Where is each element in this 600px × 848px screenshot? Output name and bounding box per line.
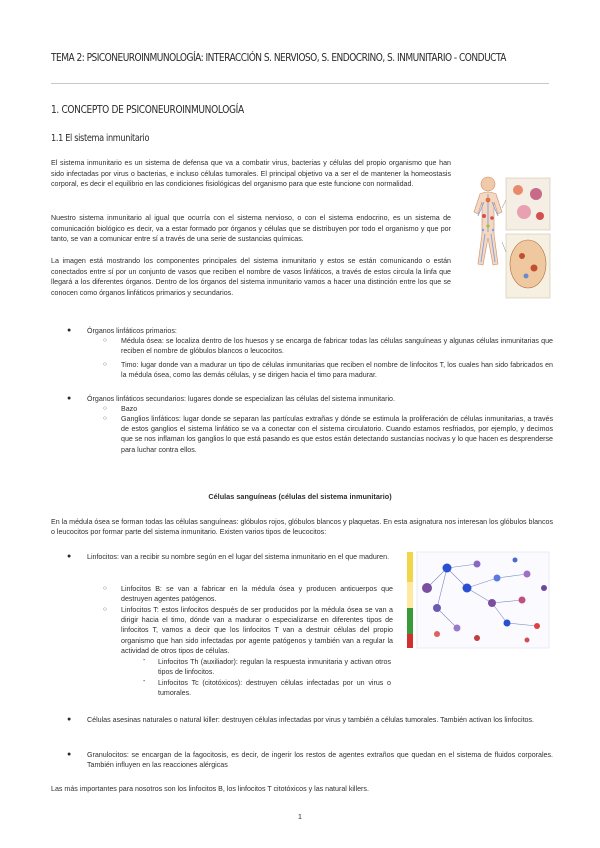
section-heading: 1. CONCEPTO DE PSICONEUROINMUNOLOGÍA <box>51 104 244 116</box>
dash-bullet-icon: - <box>143 657 146 664</box>
linfocitos-t-item: Linfocitos T: estos linfocitos después de ser producidos por la médula ósea se van a dirigir hacia el timo, dónde van a madurar o especializarse en diferentes tipos de linfocitos T, vamos a decir que los linfocitos T van a destruir células del propio organismo que han sido infectadas por agente patógenos y también van a regular la actividad de otros tipos de células. <box>121 606 393 655</box>
closing-sentence: Las más importantes para nosotros son los linfocitos B, los linfocitos T citotóxicos y las natural killers. <box>51 785 369 793</box>
page-number: 1 <box>297 812 303 821</box>
natural-killer-item: Células asesinas naturales o natural killer: destruyen células infectadas por virus y también a células tumorales. También activan los linfocitos. <box>87 716 534 724</box>
circle-bullet-icon: ○ <box>103 405 107 412</box>
bullet-icon: ● <box>67 395 72 402</box>
linfocitos-tc-item: Linfocitos Tc (citotóxicos): destruyen células infectadas por un virus o tumorales. <box>158 679 391 698</box>
secondary-item-bazo: Bazo <box>121 405 138 413</box>
linfocitos-th-item: Linfocitos Th (auxiliador): regulan la respuesta inmunitaria y activan otros tipos de linfocitos. <box>158 658 391 677</box>
secondary-organs-label: Órganos linfáticos secundarios: lugares donde se especializan las células del sistema inmunitario. <box>87 395 395 403</box>
subsection-heading: 1.1 El sistema inmunitario <box>51 133 150 144</box>
circle-bullet-icon: ○ <box>103 606 107 613</box>
granulocitos-item: Granulocitos: se encargan de la fagocitosis, es decir, de ingerir los restos de agentes extraños que quedan en el sistema de fluidos corporales. También influyen en las reacciones alérgicas <box>87 751 553 770</box>
bullet-icon: ● <box>67 716 72 723</box>
linfocitos-b-item: Linfocitos B: se van a fabricar en la médula ósea y producen anticuerpos que destruyen agentes patógenos. <box>121 585 393 604</box>
primary-organs-label: Órganos linfáticos primarios: <box>87 327 177 335</box>
paragraph-1: El sistema inmunitario es un sistema de defensa que va a combatir virus, bacterias y células del propio organismo que han sido infectadas por virus o bacterias, e incluso células tumorales. El principal objetivo va a ser el de mantener la homeostasis corporal, es decir el equilibrio en las condiciones fisiológicas del organismo para que este funcione con normalidad. <box>51 159 451 188</box>
circle-bullet-icon: ○ <box>103 585 107 592</box>
primary-item-timo: Timo: lugar donde van a madurar un tipo de células inmunitarias que reciben el nombre de linfocitos T, los cuales han sido fabricados en la médula ósea, como las demás células, y se dirigen hacia el timo para madurar. <box>121 361 553 380</box>
dash-bullet-icon: - <box>143 678 146 685</box>
title-divider <box>51 83 549 84</box>
bullet-icon: ● <box>67 327 72 334</box>
document-title: TEMA 2: PSICONEUROINMUNOLOGÍA: INTERACCIÓN S. NERVIOSO, S. ENDOCRINO, S. INMUNITARIO - CONDUCTA <box>51 52 506 64</box>
bullet-icon: ● <box>67 751 72 758</box>
immune-system-body-figure <box>458 172 553 302</box>
cells-intro: En la médula ósea se forman todas las células sanguíneas: glóbulos rojos, glóbulos blancos y plaquetas. En esta asignatura nos interesan los glóbulos blancos o leucocitos por formar parte del sistema inmunitario. Existen varios tipos de leucocitos: <box>51 518 553 537</box>
circle-bullet-icon: ○ <box>103 337 107 344</box>
linfocitos-item: Linfocitos: van a recibir su nombre según en el lugar del sistema inmunitario en el que maduren. <box>87 553 390 561</box>
bullet-icon: ● <box>67 553 72 560</box>
secondary-item-ganglios: Ganglios linfáticos: lugar donde se separan las partículas extrañas y dónde se estimula la proliferación de células inmunitarias, a través de estos ganglios el sistema linfático se va a conectar con el sistema circulatorio. Cuando estamos resfriados, por ejemplo, y decimos que se nos inflaman los ganglios lo que está pasando es que estos están detectando sustancias nocivas y lo que hacen es desprenderse para luchar contra ellos. <box>121 415 553 454</box>
paragraph-2: Nuestro sistema inmunitario al igual que ocurría con el sistema nervioso, o con el sistema endocrino, es un sistema de comunicación biológico es decir, va a estar formado por órganos y células que se distribuyen por todo el organismo y que por tanto, se van a comunicar entre sí a través de una serie de sustancias químicas. <box>51 214 451 243</box>
cells-section-title: Células sanguíneas (células del sistema inmunitario) <box>208 492 392 501</box>
hematopoiesis-diagram-figure <box>407 548 553 656</box>
circle-bullet-icon: ○ <box>103 361 107 368</box>
primary-item-medula: Médula ósea: se localiza dentro de los huesos y se encarga de fabricar todas las células sanguíneas y algunas células inmunitarias que reciben el nombre de glóbulos blancos o leucocitos. <box>121 337 553 356</box>
circle-bullet-icon: ○ <box>103 415 107 422</box>
paragraph-3: La imagen está mostrando los componentes principales del sistema inmunitario y estos se están comunicando o están conectados entre sí por un conjunto de vasos que reciben el nombre de vasos linfáticos, a través de estos circula la linfa que llegará a los diferentes órganos. Dentro de los órganos del sistema inmunitario vamos a hacer una distinción entre los que se conocen como órganos linfáticos primarios y secundarios. <box>51 257 451 297</box>
